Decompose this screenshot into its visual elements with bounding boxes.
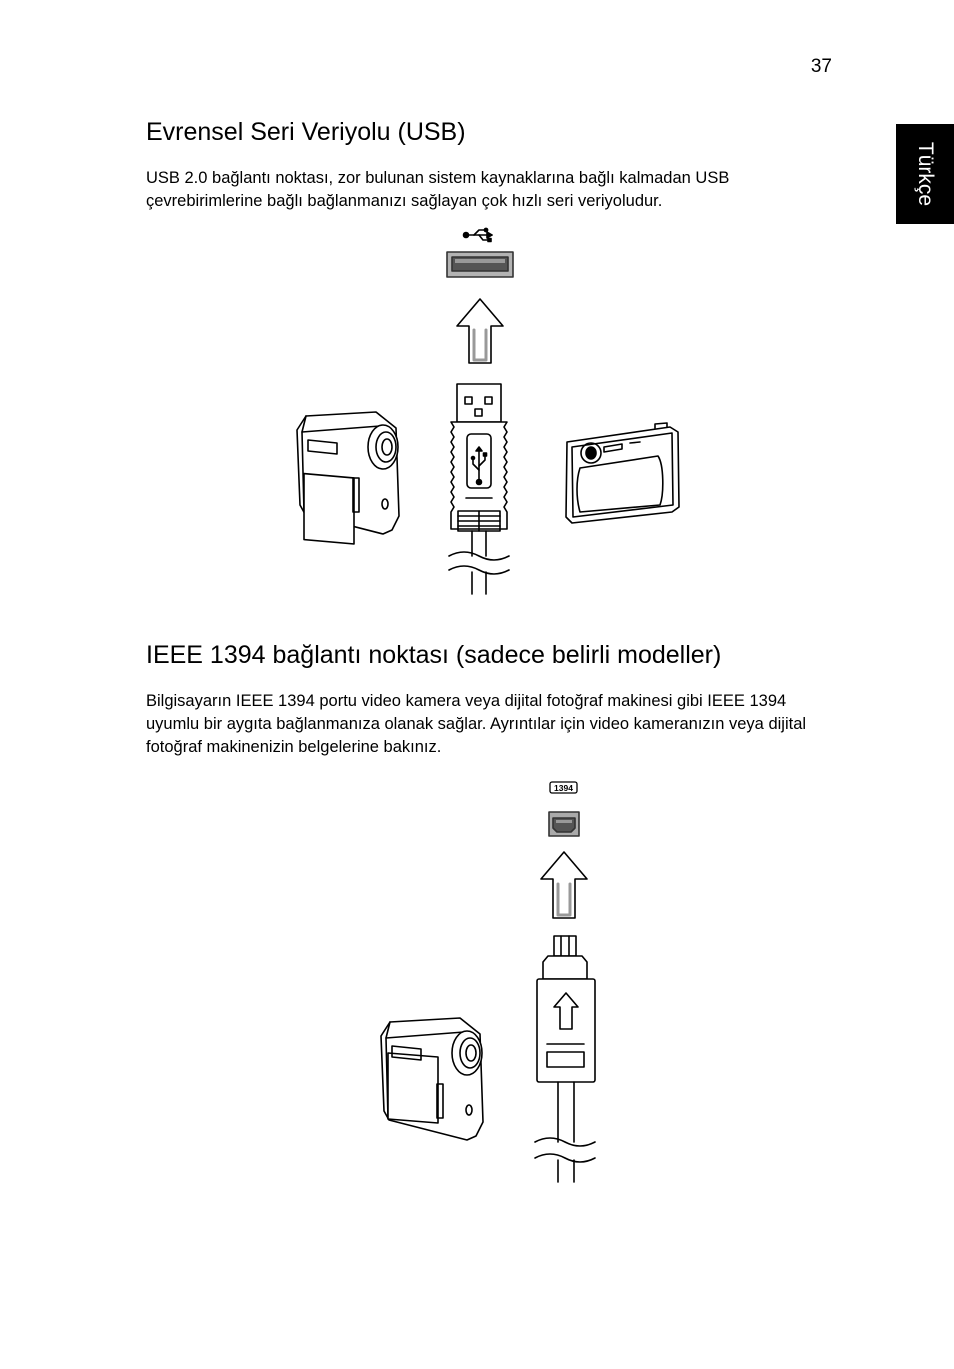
usb-section-title: Evrensel Seri Veriyolu (USB) (146, 118, 466, 146)
usb-port-icon (447, 252, 513, 277)
ieee1394-section-body: Bilgisayarın IEEE 1394 portu video kamera veya dijital fotoğraf makinesi gibi IEEE 1394 uyumlu bir aygıta bağlanmanıza olanak sağlar. Ayrıntılar için video kameranızın veya dijital fotoğraf makinenizin belgelerine bakınız. (146, 692, 807, 756)
ieee1394-port-icon (549, 812, 579, 836)
usb-section-body: USB 2.0 bağlantı noktası, zor bulunan sistem kaynaklarına bağlı kalmadan USB çevrebirimlerine bağlı bağlanmanızı sağlayan çok hızlı seri veriyoludur. (146, 169, 730, 210)
usb-symbol-icon (464, 228, 493, 241)
insert-arrow-icon (457, 299, 503, 363)
language-tab-label: Türkçe (914, 141, 937, 207)
camcorder-icon (297, 412, 399, 544)
ieee1394-section-title: IEEE 1394 bağlantı noktası (sadece belirli modeller) (146, 641, 722, 669)
usb-plug-icon (449, 384, 509, 594)
insert-arrow-icon (541, 852, 587, 918)
page-number: 37 (810, 56, 832, 77)
camcorder-icon (381, 1018, 483, 1140)
digital-camera-icon (566, 423, 679, 523)
ieee1394-plug-icon (535, 936, 595, 1182)
ieee1394-port-label: 1394 (554, 783, 573, 793)
ieee1394-label-icon (550, 782, 577, 793)
